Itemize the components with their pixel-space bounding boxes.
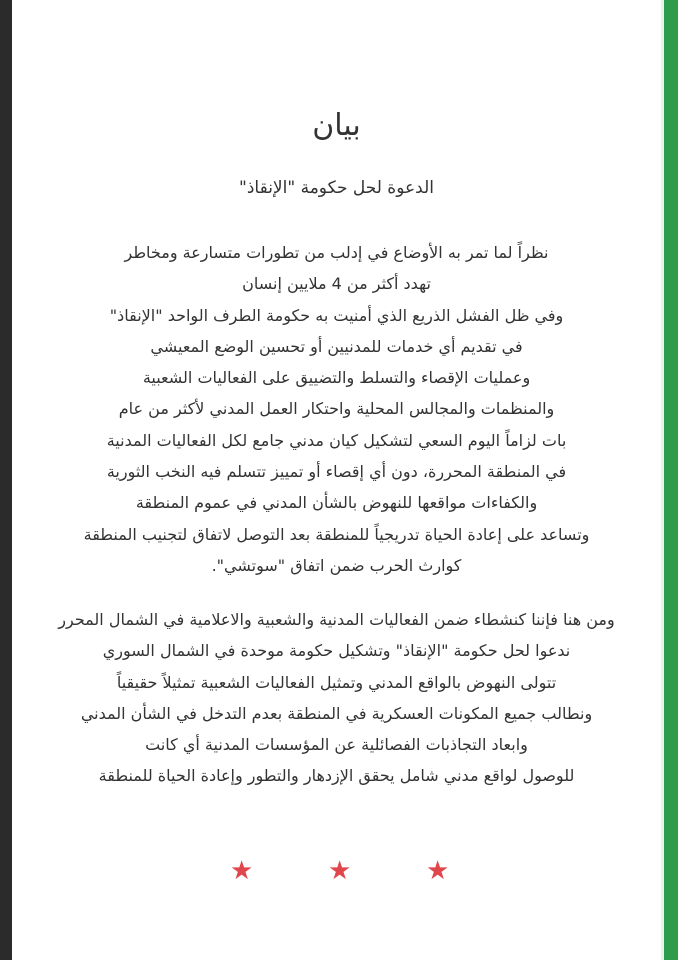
paragraph-line: ندعوا لحل حكومة "الإنقاذ" وتشكيل حكومة موحدة في الشمال السوري — [102, 641, 571, 661]
right-border-bar — [664, 0, 678, 960]
statement-document — [12, 0, 661, 960]
paragraph-line: وفي ظل الفشل الذريع الذي أمنيت به حكومة الطرف الواحد "الإنقاذ" — [109, 305, 564, 325]
paragraph-line: والمنظمات والمجالس المحلية واحتكار العمل المدني لأكثر من عام — [118, 399, 555, 419]
paragraph-line: كوارث الحرب ضمن اتفاق "سوتشي". — [211, 555, 462, 575]
paragraph-line: بات لزاماً اليوم السعي لتشكيل كيان مدني جامع لكل الفعاليات المدنية — [106, 430, 567, 450]
paragraph-line: نظراً لما تمر به الأوضاع في إدلب من تطورات متسارعة ومخاطر — [124, 243, 549, 262]
paragraph-line: وابعاد التجاذبات الفصائلية عن المؤسسات المدنية أي كانت — [145, 735, 528, 755]
star-icon: ★ — [230, 856, 254, 886]
paragraph-line: تتولى النهوض بالواقع المدني وتمثيل الفعاليات الشعبية تمثيلاً حقيقياً — [116, 672, 557, 692]
document-title: بيان — [312, 108, 361, 143]
left-border-bar — [0, 0, 12, 960]
paragraph-line: في تقديم أي خدمات للمدنيين أو تحسين الوضع المعيشي — [150, 336, 523, 356]
star-icon: ★ — [426, 856, 450, 886]
decorative-stars — [12, 856, 661, 886]
paragraph-line: في المنطقة المحررة، دون أي إقصاء أو تمييز تتسلم فيه النخب الثورية — [106, 462, 567, 482]
paragraph-line: ونطالب جميع المكونات العسكرية في المنطقة بعدم التدخل في الشأن المدني — [80, 703, 593, 723]
paragraph-2 — [12, 604, 661, 792]
star-icon: ★ — [328, 856, 352, 886]
paragraph-line: وعمليات الإقصاء والتسلط والتضييق على الفعاليات الشعبية — [142, 368, 531, 388]
paragraph-line: وتساعد على إعادة الحياة تدريجياً للمنطقة بعد التوصل لاتفاق لتجنيب المنطقة — [83, 524, 590, 544]
document-subtitle: الدعوة لحل حكومة "الإنقاذ" — [239, 178, 434, 198]
paragraph-line: والكفاءات مواقعها للنهوض بالشأن المدني في عموم المنطقة — [135, 493, 538, 513]
paragraph-1 — [12, 237, 661, 581]
paragraph-line: تهدد أكثر من 4 ملايين إنسان — [242, 274, 431, 294]
paragraph-line: للوصول لواقع مدني شامل يحقق الإزدهار والتطور وإعادة الحياة للمنطقة — [98, 766, 575, 786]
paragraph-line: ومن هنا فإننا كنشطاء ضمن الفعاليات المدنية والشعبية والاعلامية في الشمال المحرر — [58, 610, 615, 629]
